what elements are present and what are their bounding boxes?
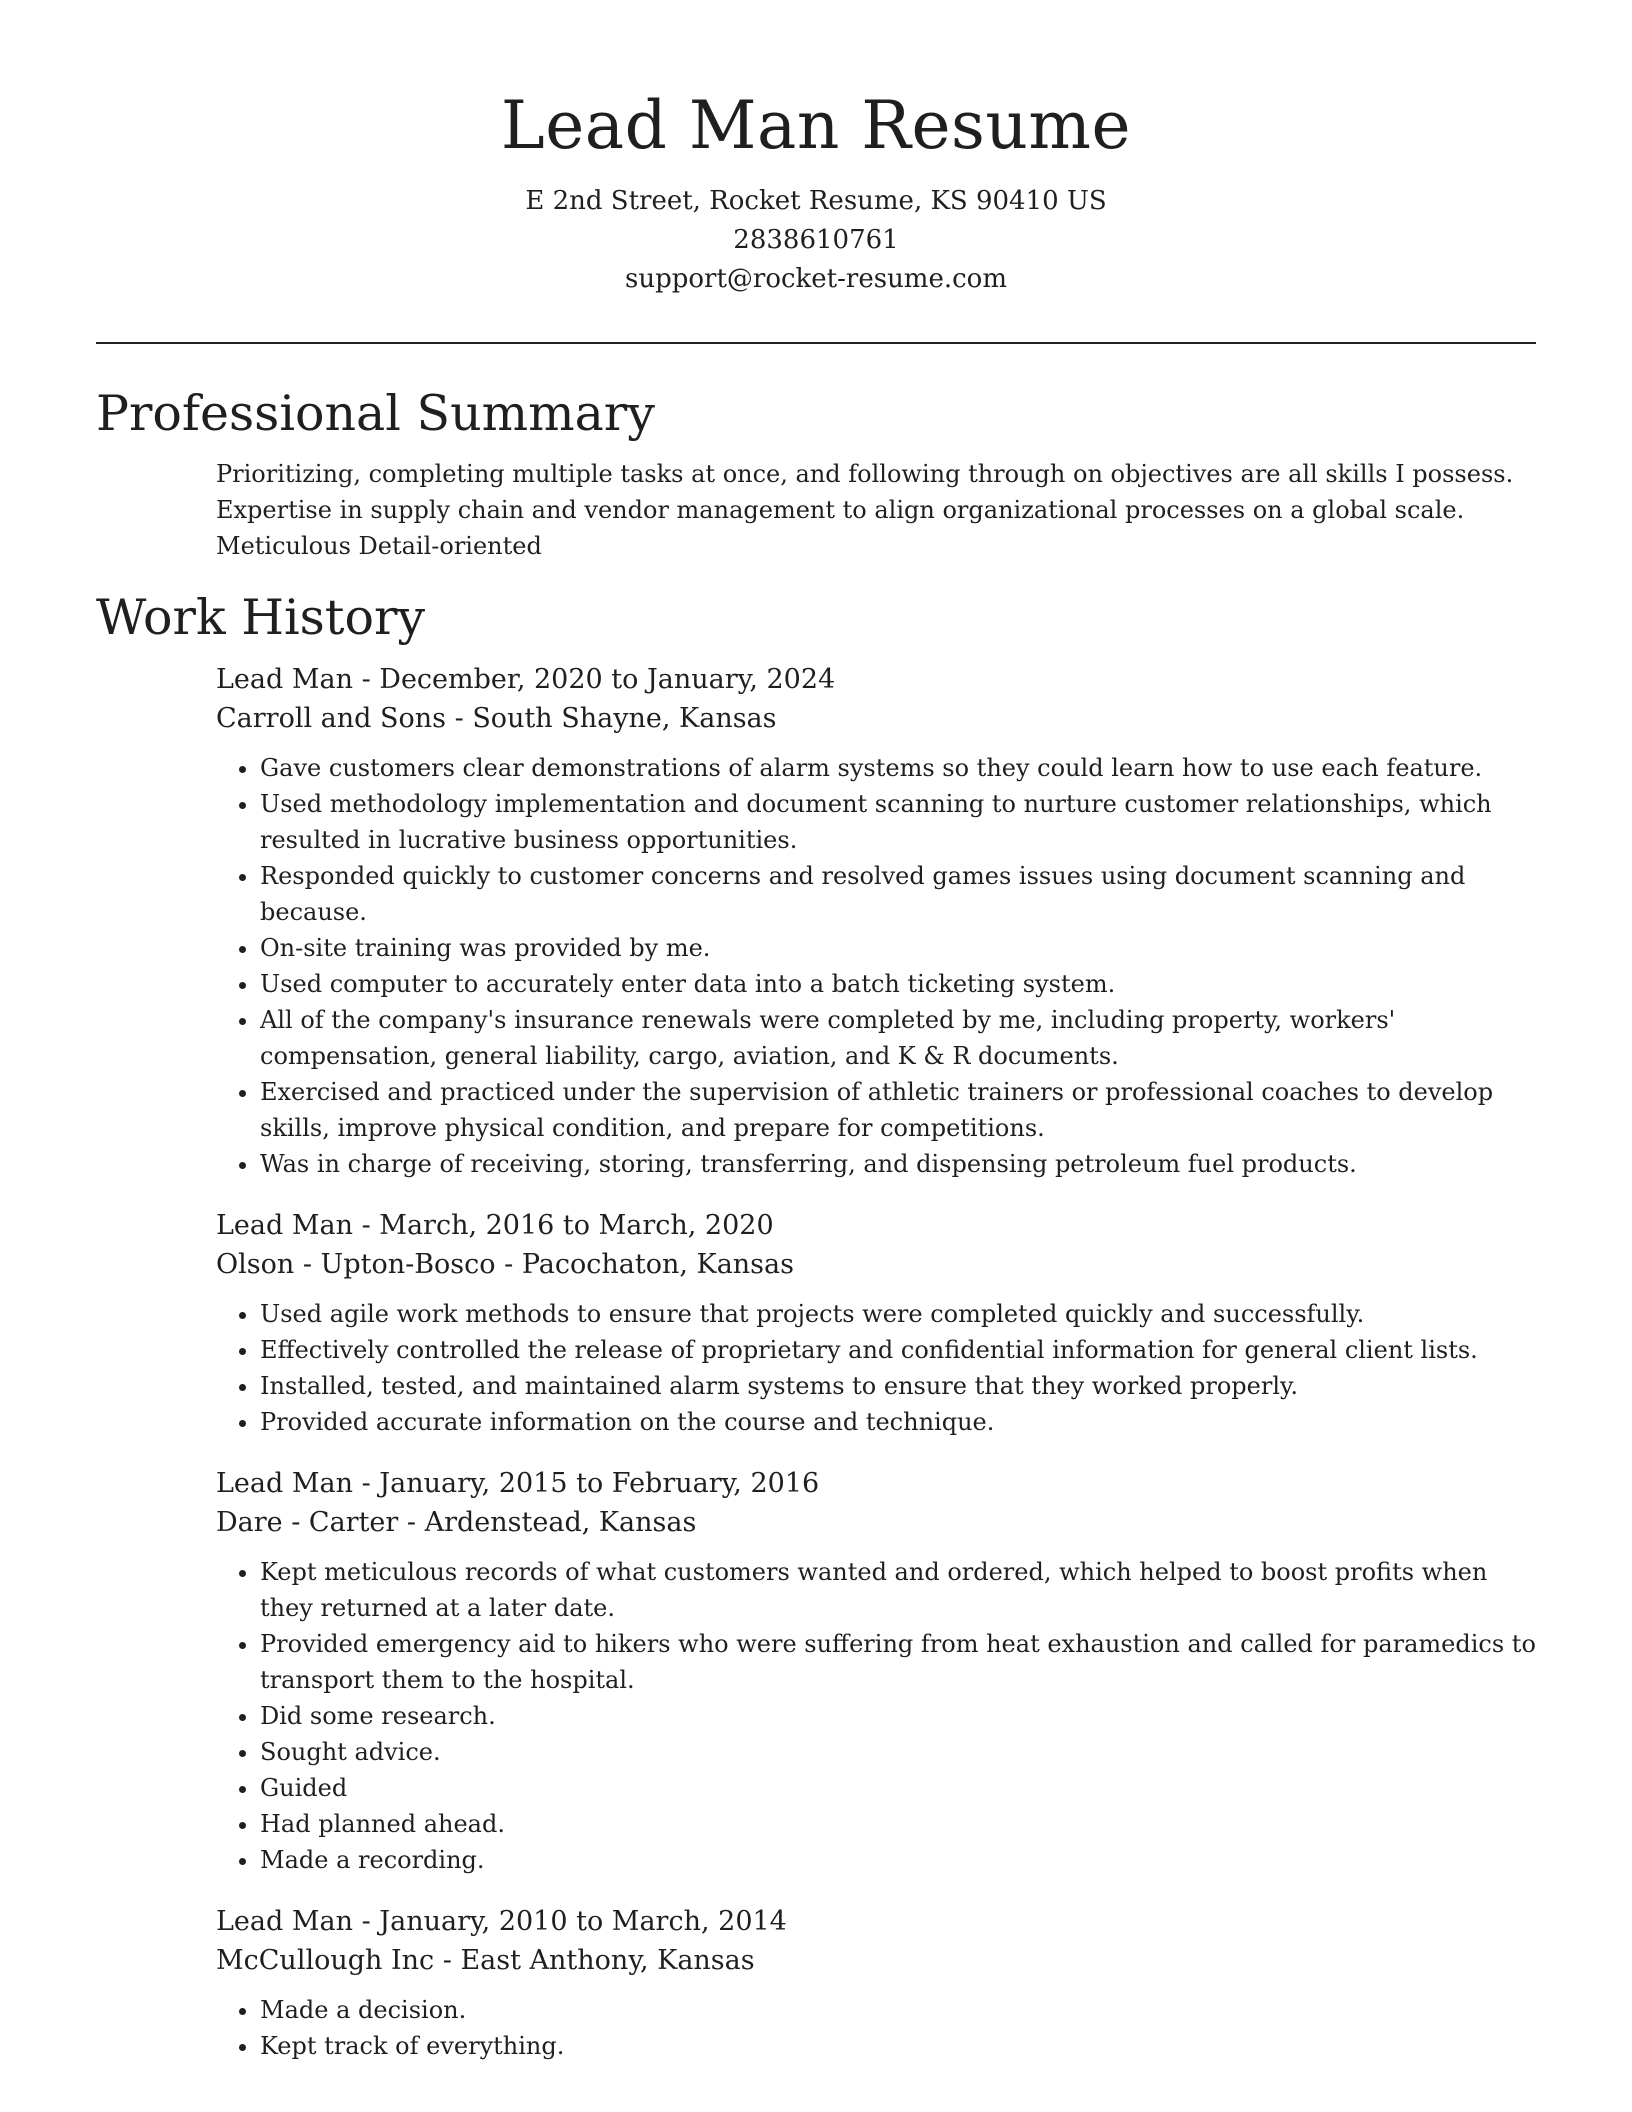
contact-email: support@rocket-resume.com — [624, 264, 1007, 294]
job-company: Dare - Carter - Ardenstead, Kansas — [216, 1507, 697, 1538]
duty-item: • Used agile work methods to ensure that projects were completed quickly and successfully. — [260, 1296, 1536, 1332]
duty-item: • Exercised and practiced under the supervision of athletic trainers or professional coaches to develop skills, improve physical condition, and prepare for competitions. — [260, 1074, 1536, 1146]
job-duties — [216, 1992, 1536, 2064]
job-title: Lead Man - January, 2015 to February, 2016 — [216, 1468, 820, 1499]
contact-phone: 2838610761 — [733, 225, 899, 255]
duty-item: • Responded quickly to customer concerns and resolved games issues using document scanning and because. — [260, 858, 1536, 930]
job-company: Carroll and Sons - South Shayne, Kansas — [216, 703, 777, 734]
duty-item: • Made a recording. — [260, 1842, 1536, 1878]
work-history-body — [96, 660, 1536, 2064]
duty-item: • On-site training was provided by me. — [260, 930, 1536, 966]
duty-item: • Effectively controlled the release of proprietary and confidential information for general client lists. — [260, 1332, 1536, 1368]
job-title: Lead Man - December, 2020 to January, 2024 — [216, 664, 836, 695]
job-company: Olson - Upton-Bosco - Pacochaton, Kansas — [216, 1249, 794, 1280]
job-company: McCullough Inc - East Anthony, Kansas — [216, 1945, 755, 1976]
duty-item: • Used methodology implementation and document scanning to nurture customer relationships, which resulted in lucrative business opportunities. — [260, 786, 1536, 858]
job-duties — [216, 750, 1536, 1182]
resume-header — [0, 0, 1632, 299]
contact-block — [0, 182, 1632, 299]
job-entry — [216, 1206, 1536, 1440]
job-title: Lead Man - March, 2016 to March, 2020 — [216, 1210, 774, 1241]
resume-content — [96, 378, 1536, 2088]
duty-item: • Used computer to accurately enter data into a batch ticketing system. — [260, 966, 1536, 1002]
duty-item: • Kept meticulous records of what customers wanted and ordered, which helped to boost profits when they returned at a later date. — [260, 1554, 1536, 1626]
job-entry — [216, 660, 1536, 1182]
duty-item: • Provided emergency aid to hikers who were suffering from heat exhaustion and called for paramedics to transport them to the hospital. — [260, 1626, 1536, 1698]
summary-line: Expertise in supply chain and vendor management to align organizational processes on a global scale. — [216, 496, 1465, 524]
duty-item: • Provided accurate information on the course and technique. — [260, 1404, 1536, 1440]
job-duties — [216, 1554, 1536, 1878]
summary-line: Meticulous Detail-oriented — [216, 532, 542, 560]
duty-item: • Sought advice. — [260, 1734, 1536, 1770]
duty-item: • Did some research. — [260, 1698, 1536, 1734]
summary-body — [96, 456, 1536, 564]
summary-line: Prioritizing, completing multiple tasks at once, and following through on objectives are all skills I possess. — [216, 460, 1514, 488]
work-history-heading: Work History — [96, 589, 426, 646]
header-divider — [96, 342, 1536, 344]
duty-item: • Gave customers clear demonstrations of alarm systems so they could learn how to use each feature. — [260, 750, 1536, 786]
job-entry — [216, 1902, 1536, 2064]
duty-item: • Installed, tested, and maintained alarm systems to ensure that they worked properly. — [260, 1368, 1536, 1404]
duty-item: • Kept track of everything. — [260, 2028, 1536, 2064]
job-entry — [216, 1464, 1536, 1878]
duty-item: • Had planned ahead. — [260, 1806, 1536, 1842]
duty-item: • Was in charge of receiving, storing, transferring, and dispensing petroleum fuel products. — [260, 1146, 1536, 1182]
resume-name: Lead Man Resume — [500, 87, 1132, 164]
summary-heading: Professional Summary — [96, 385, 655, 442]
duty-item: • All of the company's insurance renewals were completed by me, including property, workers' compensation, general liability, cargo, aviation, and K & R documents. — [260, 1002, 1536, 1074]
job-title: Lead Man - January, 2010 to March, 2014 — [216, 1906, 787, 1937]
duty-item: • Guided — [260, 1770, 1536, 1806]
contact-address: E 2nd Street, Rocket Resume, KS 90410 US — [525, 186, 1107, 216]
duty-item: • Made a decision. — [260, 1992, 1536, 2028]
job-duties — [216, 1296, 1536, 1440]
